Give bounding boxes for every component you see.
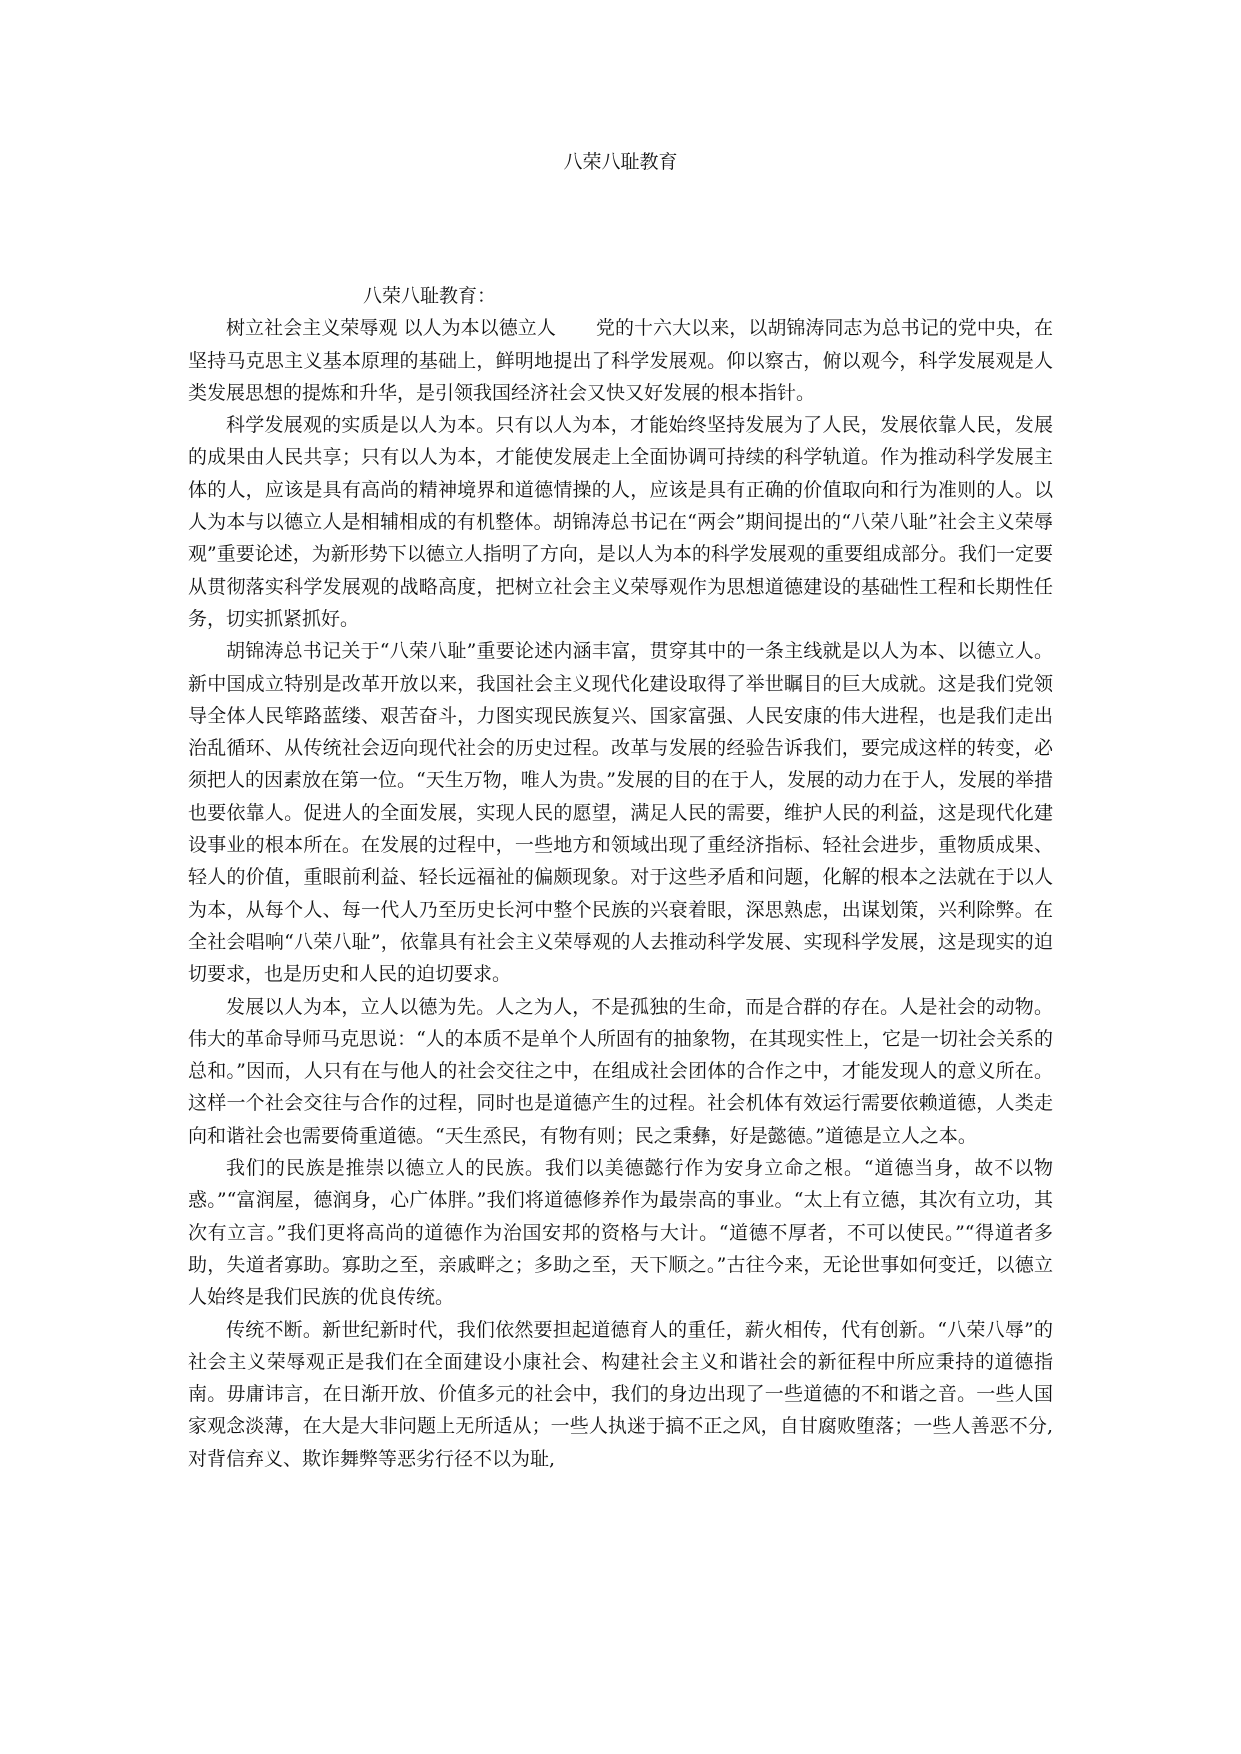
lead-heading: 树立社会主义荣辱观 以人为本以德立人	[226, 317, 556, 340]
paragraph-4: 我们的民族是推崇以德立人的民族。我们以美德懿行作为安身立命之根。“道德当身，故不以物惑。”“富润屋，德润身，心广体胖。”我们将道德修养作为最崇高的事业。“太上有立德，其次有立功，其次有立言。”我们更将高尚的道德作为治国安邦的资格与大计。“道德不厚者，不可以使民。”“得道者多助，失道者寡助。寡助之至，亲戚畔之；多助之至，天下顺之。”古往今来，无论世事如何变迁，以德立人始终是我们民族的优良传统。	[188, 1157, 1053, 1309]
section-subheading: 八荣八耻教育：	[363, 285, 497, 307]
paragraph-2: 胡锦涛总书记关于“八荣八耻”重要论述内涵丰富，贯穿其中的一条主线就是以人为本、以德立人。新中国成立特别是改革开放以来，我国社会主义现代化建设取得了举世瞩目的巨大成就。这是我们党领导全体人民筚路蓝缕、艰苦奋斗，力图实现民族复兴、国家富强、人民安康的伟大进程，也是我们走出治乱循环、从传统社会迈向现代社会的历史过程。改革与发展的经验告诉我们，要完成这样的转变，必须把人的因素放在第一位。“天生万物，唯人为贵。”发展的目的在于人，发展的动力在于人，发展的举措也要依靠人。促进人的全面发展，实现人民的愿望，满足人民的需要，维护人民的利益，这是现代化建设事业的根本所在。在发展的过程中，一些地方和领域出现了重经济指标、轻社会进步，重物质成果、轻人的价值，重眼前利益、轻长远福祉的偏颇现象。对于这些矛盾和问题，化解的根本之法就在于以人为本，从每个人、每一代人乃至历史长河中整个民族的兴衰着眼，深思熟虑，出谋划策，兴利除弊。在全社会唱响“八荣八耻”，依靠具有社会主义荣辱观的人去推动科学发展、实现科学发展，这是现实的迫切要求，也是历史和人民的迫切要求。	[188, 640, 1053, 986]
lead-paragraph	[188, 312, 1053, 409]
paragraph-5: 传统不断。新世纪新时代，我们依然要担起道德育人的重任，薪火相传，代有创新。“八荣八辱”的社会主义荣辱观正是我们在全面建设小康社会、构建社会主义和谐社会的新征程中所应秉持的道德指南。毋庸讳言，在日渐开放、价值多元的社会中，我们的身边出现了一些道德的不和谐之音。一些人国家观念淡薄，在大是大非问题上无所适从；一些人执迷于搞不正之风，自甘腐败堕落；一些人善恶不分,对背信弃义、欺诈舞弊等恶劣行径不以为耻,	[188, 1318, 1053, 1470]
lead-text: 党的十六大以来，以胡锦涛同志为总书记的党中央，在坚持马克思主义基本原理的基础上，鲜明地提出了科学发展观。仰以察古，俯以观今，科学发展观是人类发展思想的提炼和升华，是引领我国经济社会又快又好发展的根本指针。	[188, 317, 1053, 404]
paragraph-1: 科学发展观的实质是以人为本。只有以人为本，才能始终坚持发展为了人民，发展依靠人民，发展的成果由人民共享；只有以人为本，才能使发展走上全面协调可持续的科学轨道。作为推动科学发展主体的人，应该是具有高尚的精神境界和道德情操的人，应该是具有正确的价值取向和行为准则的人。以人为本与以德立人是相辅相成的有机整体。胡锦涛总书记在“两会”期间提出的“八荣八耻”社会主义荣辱观”重要论述，为新形势下以德立人指明了方向，是以人为本的科学发展观的重要组成部分。我们一定要从贯彻落实科学发展观的战略高度，把树立社会主义荣辱观作为思想道德建设的基础性工程和长期性任务，切实抓紧抓好。	[188, 414, 1053, 630]
document-body	[188, 280, 1053, 1475]
paragraph-3: 发展以人为本，立人以德为先。人之为人，不是孤独的生命，而是合群的存在。人是社会的动物。伟大的革命导师马克思说：“人的本质不是单个人所固有的抽象物，在其现实性上，它是一切社会关系的总和。”因而，人只有在与他人的社会交往之中，在组成社会团体的合作之中，才能发现人的意义所在。这样一个社会交往与合作的过程，同时也是道德产生的过程。社会机体有效运行需要依赖道德，人类走向和谐社会也需要倚重道德。“天生烝民，有物有则；民之秉彝，好是懿德。”道德是立人之本。	[188, 995, 1053, 1147]
document-title: 八荣八耻教育	[563, 151, 678, 173]
